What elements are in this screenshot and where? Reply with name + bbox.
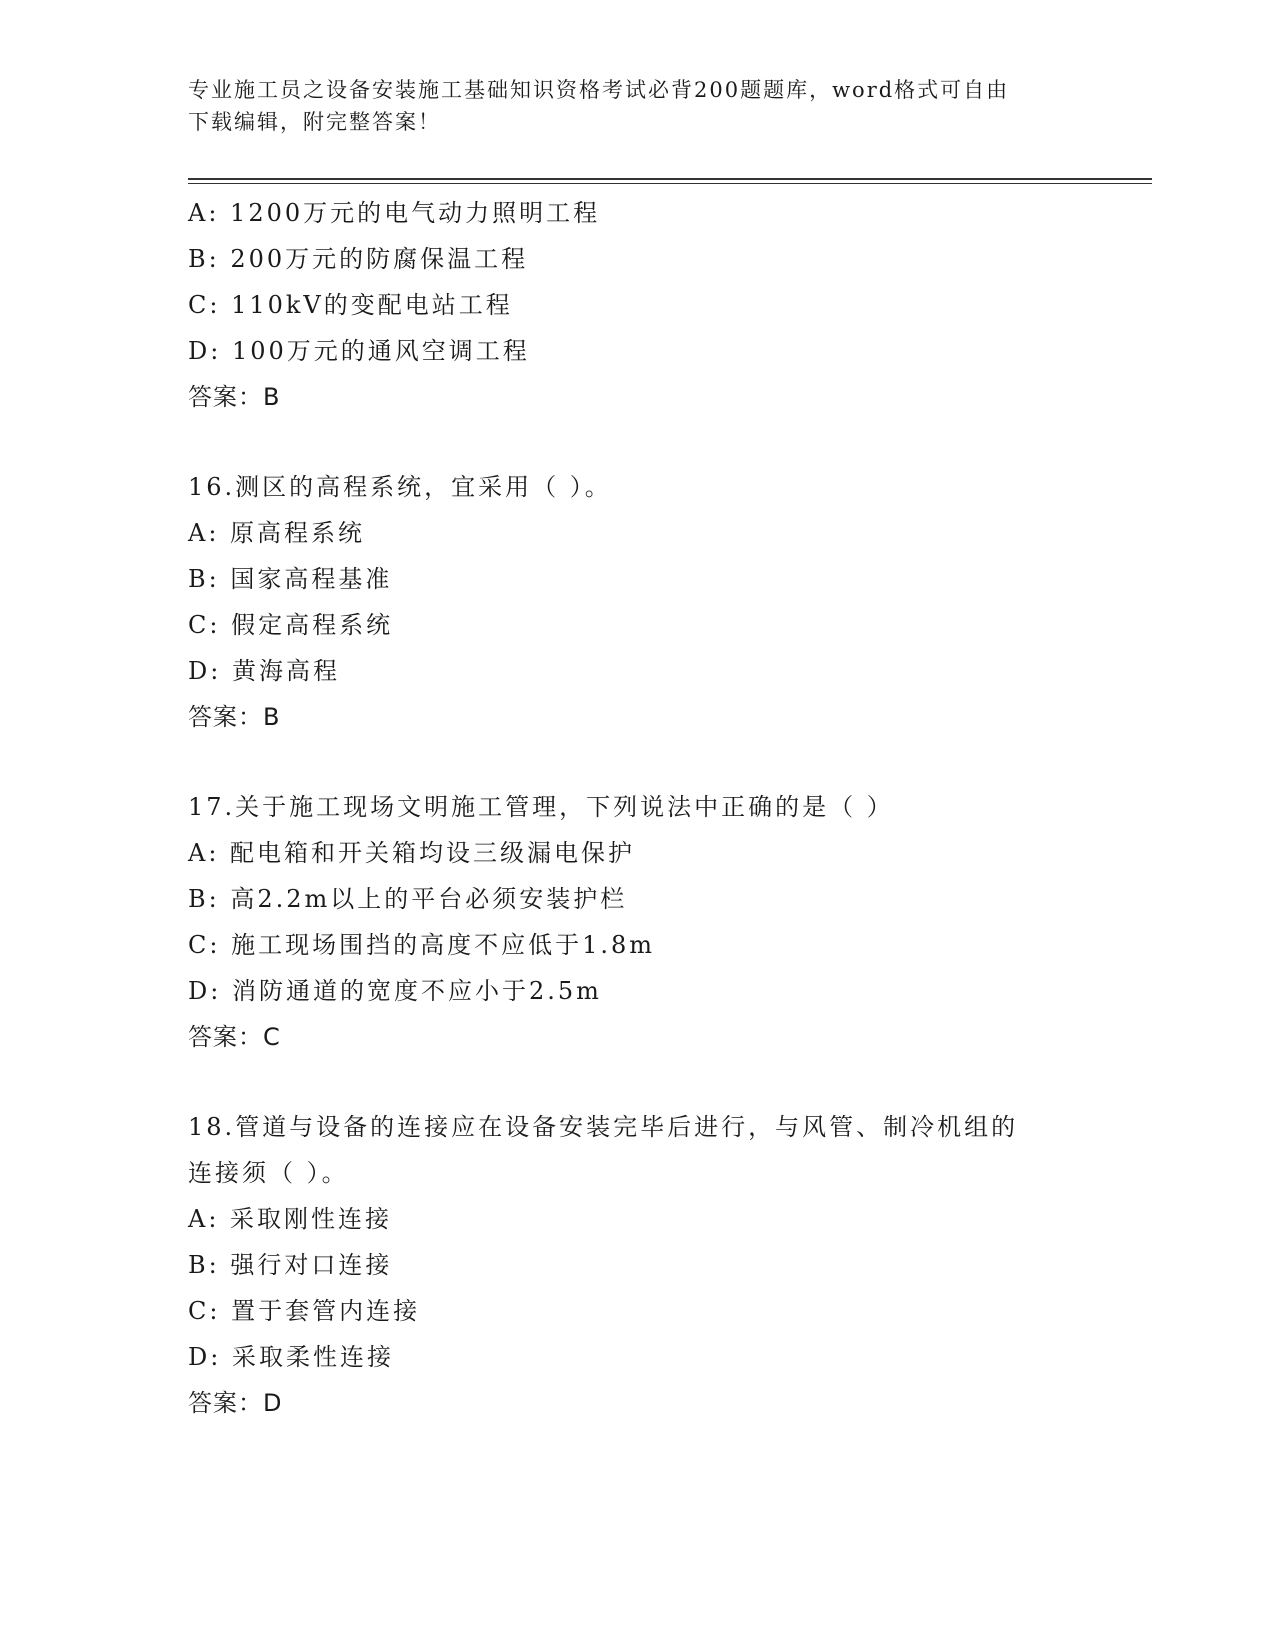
option-b: B: 国家高程基准 <box>188 565 393 593</box>
question-stem: 16.测区的高程系统，宜采用（ ）。 <box>188 473 612 501</box>
option-d: D: 100万元的通风空调工程 <box>188 337 530 365</box>
question-stem: 17.关于施工现场文明施工管理，下列说法中正确的是（ ） <box>188 793 894 821</box>
header-divider-thin <box>188 183 1152 184</box>
option-a: A: 配电箱和开关箱均设三级漏电保护 <box>188 839 636 867</box>
option-c: C: 施工现场围挡的高度不应低于1.8m <box>188 931 656 959</box>
option-a: A: 原高程系统 <box>188 519 366 547</box>
option-a: A: 采取刚性连接 <box>188 1205 393 1233</box>
option-b: B: 强行对口连接 <box>188 1251 393 1279</box>
answer: 答案：C <box>188 1023 281 1051</box>
option-d: D: 黄海高程 <box>188 657 340 685</box>
header-line-1: 专业施工员之设备安装施工基础知识资格考试必背200题题库，word格式可自由 <box>188 78 1010 102</box>
question-block-16 <box>188 464 1088 740</box>
question-block-18 <box>188 1104 1088 1426</box>
option-c: C: 置于套管内连接 <box>188 1297 421 1325</box>
question-stem-line-1: 18.管道与设备的连接应在设备安装完毕后进行，与风管、制冷机组的 <box>188 1113 1019 1141</box>
question-stem-line-2: 连接须（ ）。 <box>188 1159 349 1187</box>
option-b: B: 高2.2m以上的平台必须安装护栏 <box>188 885 628 913</box>
document-header <box>188 74 1088 138</box>
answer: 答案：B <box>188 703 281 731</box>
answer: 答案：B <box>188 383 281 411</box>
option-d: D: 采取柔性连接 <box>188 1343 394 1371</box>
question-list <box>188 190 1088 1426</box>
option-d: D: 消防通道的宽度不应小于2.5m <box>188 977 602 1005</box>
option-c: C: 110kV的变配电站工程 <box>188 291 513 319</box>
question-block-15 <box>188 190 1088 420</box>
header-line-2: 下载编辑，附完整答案！ <box>188 110 441 134</box>
option-a: A: 1200万元的电气动力照明工程 <box>188 199 601 227</box>
question-block-17 <box>188 784 1088 1060</box>
option-c: C: 假定高程系统 <box>188 611 394 639</box>
answer: 答案：D <box>188 1389 283 1417</box>
option-b: B: 200万元的防腐保温工程 <box>188 245 529 273</box>
header-divider-thick <box>188 178 1152 180</box>
